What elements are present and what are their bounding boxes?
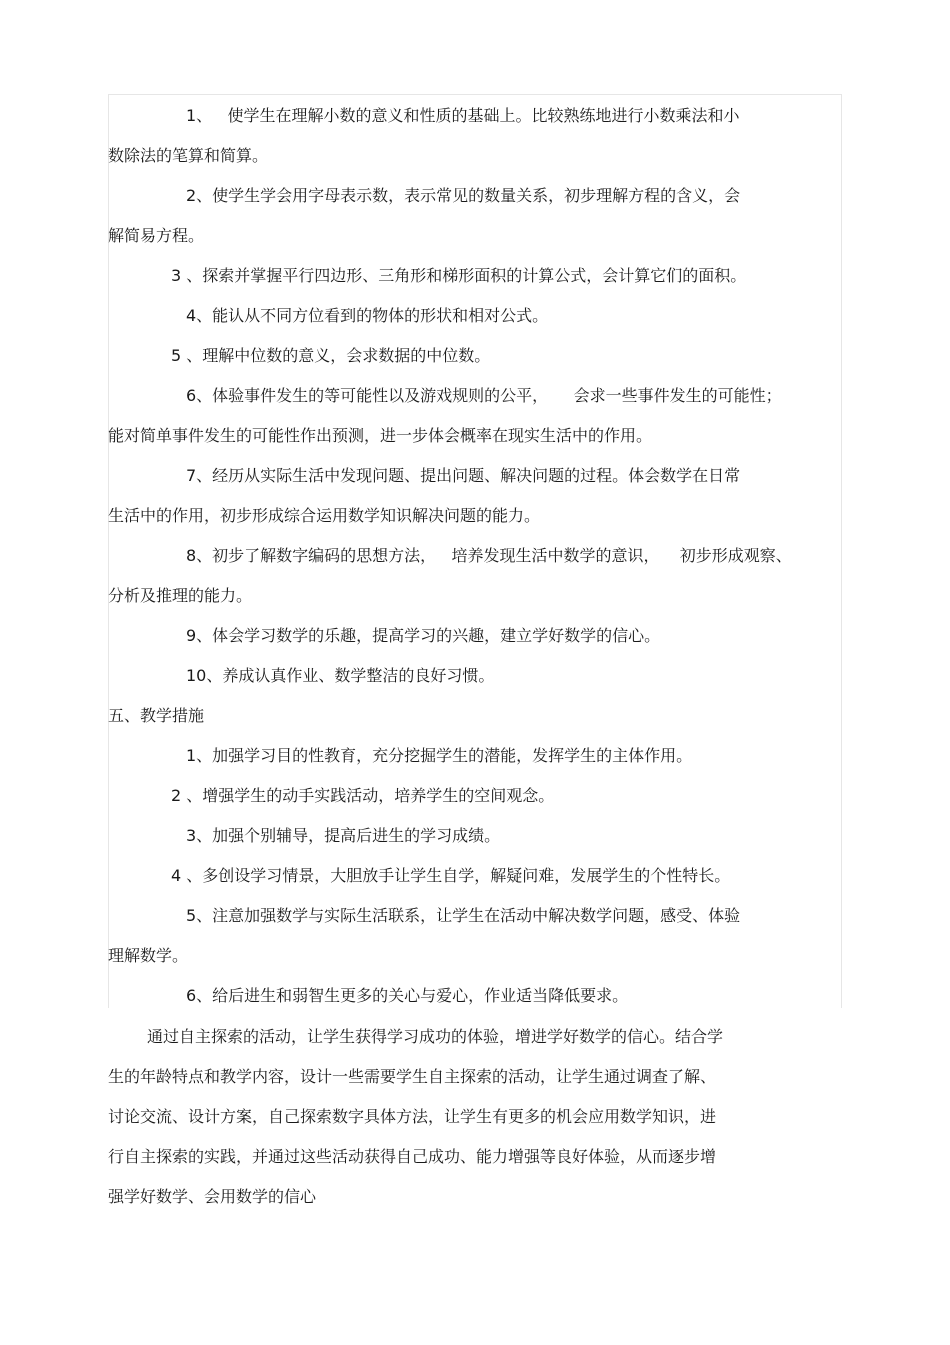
measure-3-line-1: 3、加强个别辅导，提高后进生的学习成绩。 <box>186 826 501 845</box>
goal-10-line-1: 10、养成认真作业、数学整洁的良好习惯。 <box>186 666 495 685</box>
closing-line-5: 强学好数学、会用数学的信心 <box>108 1187 317 1206</box>
goal-5-line-1: 5 、理解中位数的意义，会求数据的中位数。 <box>171 346 491 365</box>
measure-5-line-1: 5、注意加强数学与实际生活联系，让学生在活动中解决数学问题，感受、体验 <box>186 906 741 925</box>
measure-1-line-1: 1、加强学习目的性教育，充分挖掘学生的潜能，发挥学生的主体作用。 <box>186 746 693 765</box>
goal-8-line-2: 分析及推理的能力。 <box>108 586 253 605</box>
measure-4-line-1: 4 、多创设学习情景，大胆放手让学生自学，解疑问难，发展学生的个性特长。 <box>171 866 731 885</box>
goal-3-line-1: 3 、探索并掌握平行四边形、三角形和梯形面积的计算公式，会计算它们的面积。 <box>171 266 747 285</box>
goal-9-line-1: 9、体会学习数学的乐趣，提高学习的兴趣，建立学好数学的信心。 <box>186 626 661 645</box>
goal-4-line-1: 4、能认从不同方位看到的物体的形状和相对公式。 <box>186 306 549 325</box>
measure-2-line-1: 2 、增强学生的动手实践活动，培养学生的空间观念。 <box>171 786 555 805</box>
section-heading: 五、教学措施 <box>108 706 205 725</box>
closing-line-4: 行自主探索的实践，并通过这些活动获得自己成功、能力增强等良好体验，从而逐步增 <box>108 1147 717 1166</box>
goal-2-line-1: 2、使学生学会用字母表示数，表示常见的数量关系，初步理解方程的含义，会 <box>186 186 741 205</box>
goal-1-line-1: 1、 使学生在理解小数的意义和性质的基础上。比较熟练地进行小数乘法和小 <box>186 106 740 125</box>
goal-6-line-1: 6、体验事件发生的等可能性以及游戏规则的公平， 会求一些事件发生的可能性； <box>186 386 782 405</box>
goal-2-line-2: 解简易方程。 <box>108 226 205 245</box>
measure-6-line-1: 6、给后进生和弱智生更多的关心与爱心，作业适当降低要求。 <box>186 986 629 1005</box>
measure-5-line-2: 理解数学。 <box>108 946 189 965</box>
goal-7-line-2: 生活中的作用，初步形成综合运用数学知识解决问题的能力。 <box>108 506 541 525</box>
goal-8-line-1: 8、初步了解数字编码的思想方法， 培养发现生活中数学的意识， 初步形成观察、 <box>186 546 792 565</box>
goal-7-line-1: 7、经历从实际生活中发现问题、提出问题、解决问题的过程。体会数学在日常 <box>186 466 741 485</box>
goal-6-line-2: 能对简单事件发生的可能性作出预测，进一步体会概率在现实生活中的作用。 <box>108 426 653 445</box>
closing-line-3: 讨论交流、设计方案，自己探索数字具体方法，让学生有更多的机会应用数学知识，进 <box>108 1107 717 1126</box>
closing-line-1: 通过自主探索的活动，让学生获得学习成功的体验，增进学好数学的信心。结合学 <box>147 1027 724 1046</box>
closing-line-2: 生的年龄特点和教学内容，设计一些需要学生自主探索的活动，让学生通过调查了解、 <box>108 1067 717 1086</box>
goal-1-line-2: 数除法的笔算和简算。 <box>108 146 269 165</box>
